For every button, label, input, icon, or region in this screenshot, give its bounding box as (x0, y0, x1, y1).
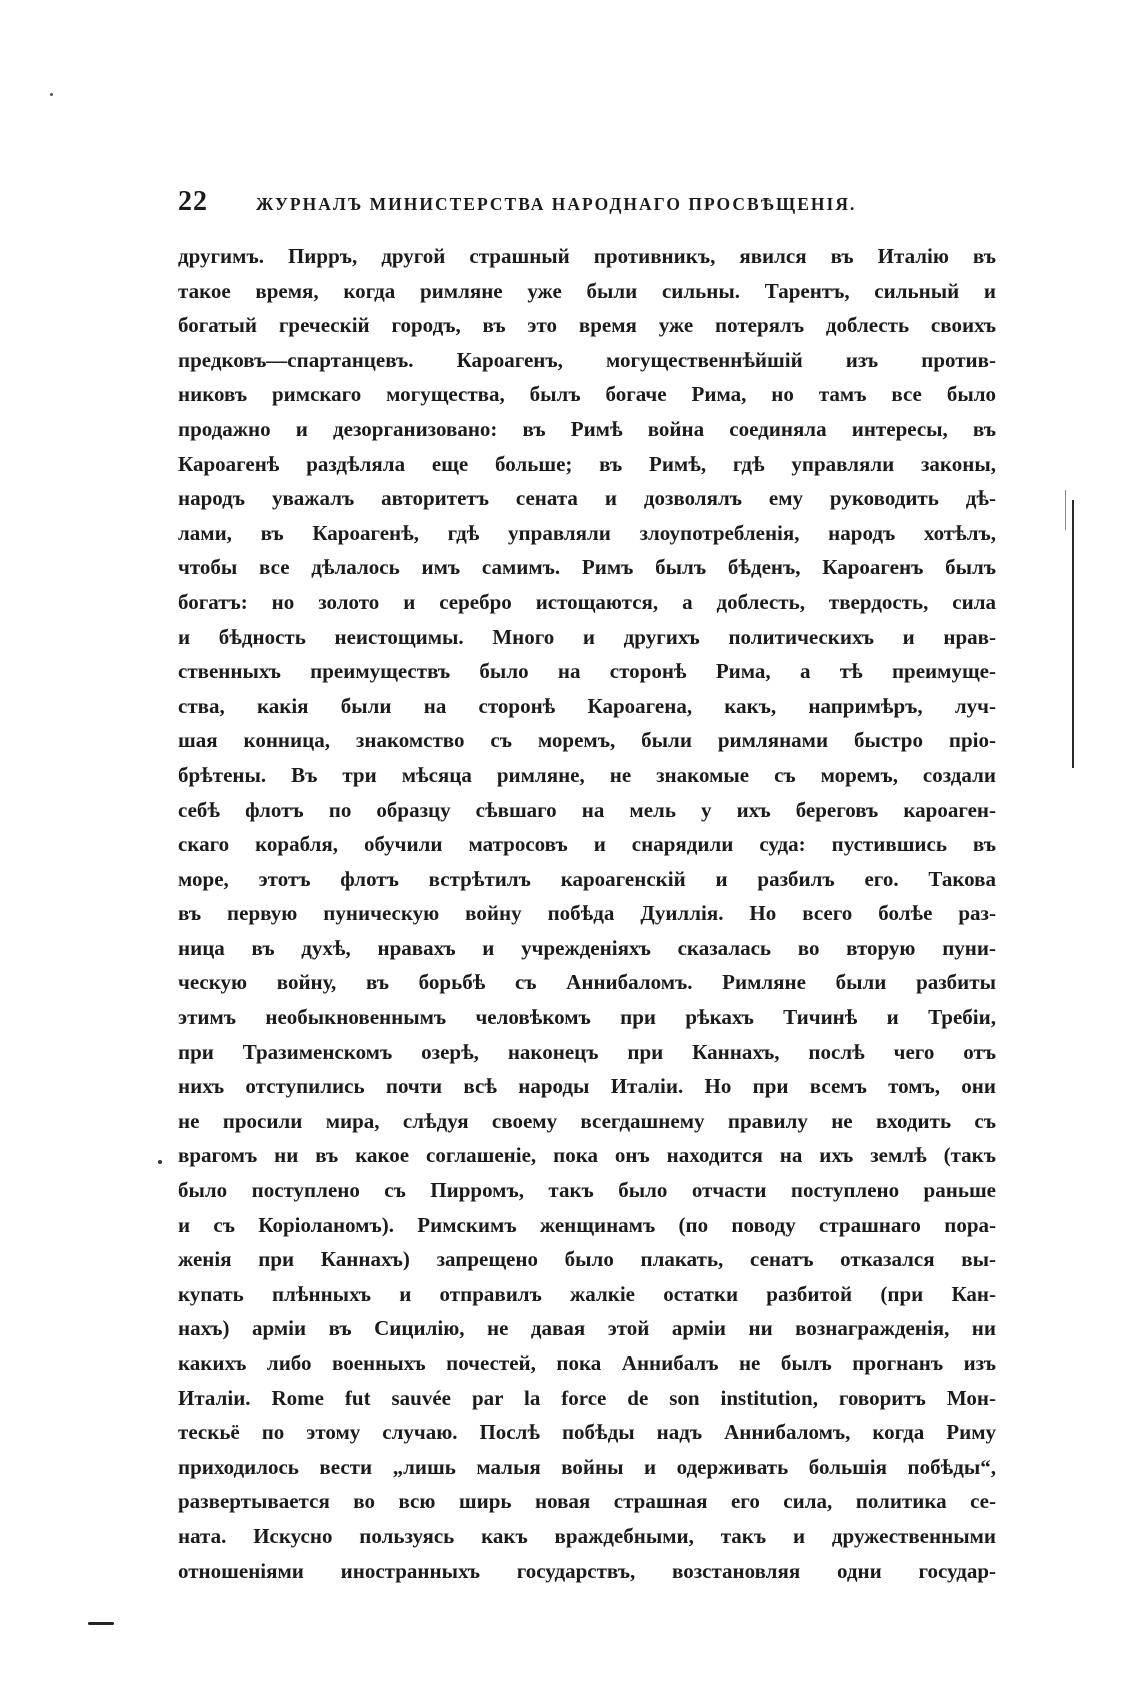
text-line: Италіи. Rome fut sauvée par la force de son institution, говоритъ Мон- (178, 1385, 996, 1410)
text-line: продажно и дезорганизовано: въ Римѣ война соединяла интересы, въ (178, 416, 996, 441)
text-line: тескьё по этому случаю. Послѣ побѣды надъ Аннибаломъ, когда Риму (178, 1420, 996, 1445)
text-line: нихъ отступились почти всѣ народы Италіи. Но при всемъ томъ, они (178, 1074, 996, 1099)
text-line: богатъ: но золото и серебро истощаются, а доблесть, твердость, сила (178, 589, 996, 614)
bottom-margin-mark (88, 1622, 114, 1625)
text-line: брѣтены. Въ три мѣсяца римляне, не знакомые съ моремъ, создали (178, 762, 996, 787)
text-line: море, этотъ флотъ встрѣтилъ кароагенскій и разбилъ его. Такова (178, 866, 996, 891)
text-line: такое время, когда римляне уже были сильны. Тарентъ, сильный и (178, 278, 996, 303)
text-line: женія при Каннахъ) запрещено было плакать, сенатъ отказался вы- (178, 1247, 996, 1272)
text-line: другимъ. Пирръ, другой страшный противникъ, явился въ Италію въ (178, 244, 996, 268)
text-line: никовъ римскаго могущества, былъ богаче Рима, но тамъ все было (178, 382, 996, 407)
text-line: и съ Коріоланомъ). Римскимъ женщинамъ (по поводу страшнаго пора- (178, 1212, 996, 1237)
margin-speck (50, 93, 53, 96)
text-line: отношеніями иностранныхъ государствъ, возстановляя одни государ- (178, 1558, 996, 1583)
text-line: и бѣдность неистощимы. Много и другихъ политическихъ и нрав- (178, 624, 996, 649)
text-line: купать плѣнныхъ и отправилъ жалкіе остатки разбитой (при Кан- (178, 1281, 996, 1306)
margin-bullet-mark (158, 1160, 162, 1164)
text-line: въ первую пуническую войну побѣда Дуиллія. Но всего болѣе раз- (178, 901, 996, 926)
text-line: ната. Искусно пользуясь какъ враждебными, такъ и дружественными (178, 1523, 996, 1548)
page-number: 22 (178, 186, 208, 217)
text-line: ческую войну, въ борьбѣ съ Аннибаломъ. Римляне были разбиты (178, 970, 996, 995)
text-line: какихъ либо военныхъ почестей, пока Аннибалъ не былъ прогнанъ изъ (178, 1351, 996, 1375)
text-line: развертывается во всю ширь новая страшная его сила, политика се- (178, 1489, 996, 1514)
text-line: приходилось вести „лишь малыя войны и одерживать большія побѣды“, (178, 1454, 996, 1479)
text-line: при Тразименскомъ озерѣ, наконецъ при Каннахъ, послѣ чего отъ (178, 1039, 996, 1064)
text-line: ства, какія были на сторонѣ Кароагена, какъ, напримѣръ, луч- (178, 693, 996, 718)
text-line: народъ уважалъ авторитетъ сената и дозволялъ ему руководить дѣ- (178, 486, 996, 511)
text-line: ница въ духѣ, нравахъ и учрежденіяхъ сказалась во вторую пуни- (178, 935, 996, 960)
body-text (178, 239, 996, 1588)
journal-title: ЖУРНАЛЪ МИНИСТЕРСТВА НАРОДНАГО ПРОСВѢЩЕНІЯ. (256, 194, 857, 214)
text-line: предковъ—спартанцевъ. Кароагенъ, могущественнѣйшій изъ против- (178, 347, 996, 372)
running-head (178, 186, 998, 226)
text-line: скаго корабля, обучили матросовъ и снарядили суда: пустившись въ (178, 832, 996, 857)
text-line: этимъ необыкновеннымъ человѣкомъ при рѣкахъ Тичинѣ и Требіи, (178, 1005, 996, 1030)
text-line: богатый греческій городъ, въ это время уже потерялъ доблесть своихъ (178, 313, 996, 338)
text-line: не просили мира, слѣдуя своему всегдашнему правилу не входить съ (178, 1108, 996, 1133)
text-line: лами, въ Кароагенѣ, гдѣ управляли злоупотребленія, народъ хотѣлъ, (178, 520, 996, 545)
margin-vertical-mark (1072, 500, 1074, 768)
text-line: шая конница, знакомство съ моремъ, были римлянами быстро пріо- (178, 728, 996, 753)
text-line: Кароагенѣ раздѣляла еще больше; въ Римѣ, гдѣ управляли законы, (178, 451, 996, 476)
text-line: нахъ) арміи въ Сицилію, не давая этой арміи ни вознагражденія, ни (178, 1316, 996, 1341)
text-line: было поступлено съ Пирромъ, такъ было отчасти поступлено раньше (178, 1178, 996, 1203)
text-line: себѣ флотъ по образцу сѣвшаго на мель у ихъ береговъ кароаген- (178, 797, 996, 822)
text-line: ственныхъ преимуществъ было на сторонѣ Рима, а тѣ преимуще- (178, 659, 996, 684)
margin-mark-faint (1065, 490, 1066, 530)
text-line: врагомъ ни въ какое соглашеніе, пока онъ находится на ихъ землѣ (такъ (178, 1143, 996, 1168)
text-line: чтобы все дѣлалось имъ самимъ. Римъ былъ бѣденъ, Кароагенъ былъ (178, 555, 996, 580)
